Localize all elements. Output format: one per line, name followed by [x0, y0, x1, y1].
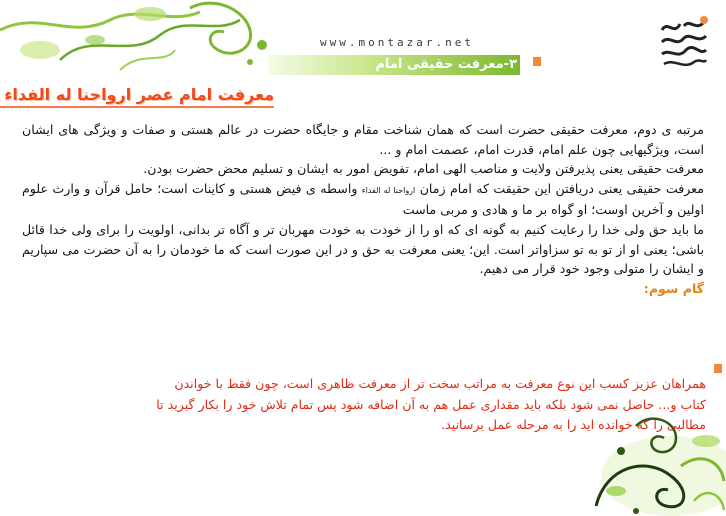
paragraph-4: ما باید حق ولی خدا را رعایت کنیم به گونه ای که او را از خودت به خودت مهربان تر و آگاه تر بدانی، اولویت را برای ولی خدا قائل باشی؛ یعنی او از تو به تو سزاواتر است. این؛ یعنی معرفت به حق و در این صورت است که ما خودمان را به آن حضرت می سپاریم و ایشان را متولی وجود خود قرار می دهیم. — [22, 221, 704, 277]
heading-underline — [0, 106, 274, 108]
floral-swirl-top-left — [0, 0, 300, 75]
step-note — [150, 374, 706, 436]
site-url: www.montazar.net — [320, 36, 474, 49]
paragraph-3: معرفت حقیقی یعنی دریافتن این حقیقت که امام زمان ارواحنا له الفداء واسطه ی فیض هستی و کاینات است؛ حامل قرآن و وارث علوم اولین و آخرین اوست؛ او گواه بر ما و هادی و مربی ماست — [22, 180, 704, 218]
paragraph-2: معرفت حقیقی یعنی پذیرفتن ولایت و مناصب الهی امام، تفویض امور به ایشان و تسلیم محض حضرت بودن. — [143, 161, 704, 177]
step-title: گام سوم: — [643, 280, 704, 296]
orange-square-marker-lower — [714, 364, 722, 373]
step-text: همراهان عزیز کسب این نوع معرفت به مراتب سخت تر از معرفت ظاهری است، چون فقط با خواندن کتاب و... حاصل نمی شود بلکه باید مقداری عمل هم به آن اضافه شود پس تمام تلاش خود را بکار گیرید تا مطالبی را که خوانده اید را به مرحله عمل برسانید. — [156, 376, 706, 432]
paragraph-1: مرتبه ی دوم، معرفت حقیقی حضرت است که همان شناخت مقام و جایگاه حضرت در عالم هستی و صفات و ویژگی های ایشان است، ویژگیهایی چون علم امام، قدرت امام، عصمت امام و ... — [22, 122, 704, 157]
honorific-small: ارواحنا له الفداء — [361, 185, 416, 195]
calligraphy-logo — [654, 12, 714, 74]
main-content — [22, 120, 704, 298]
orange-square-marker — [533, 57, 541, 66]
page-heading: معرفت امام عصر ارواحنا له الفداء — [4, 85, 274, 104]
section-label: ۳-معرفت حقیقی امام — [375, 57, 517, 72]
